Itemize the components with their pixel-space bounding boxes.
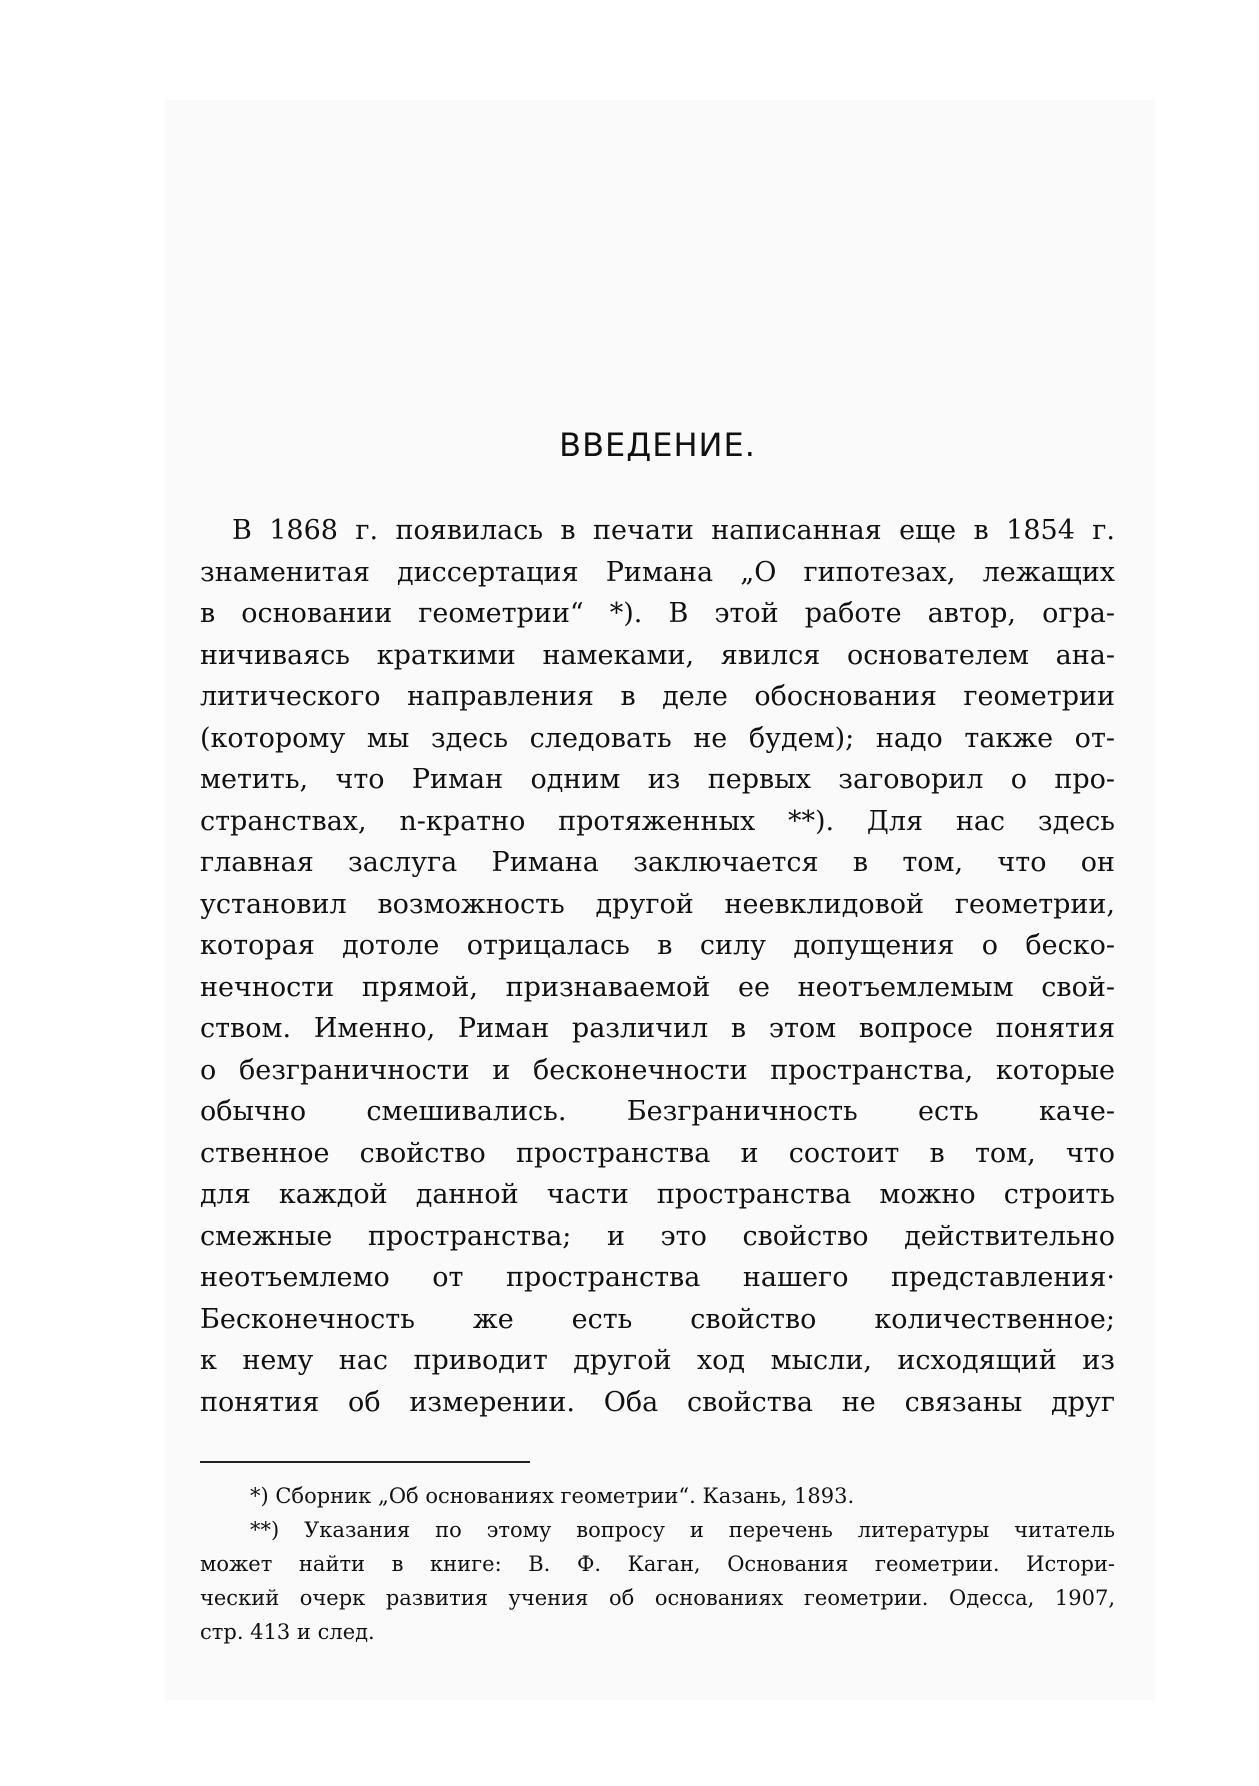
body-line: обычно смешивались. Безграничность есть каче- bbox=[200, 1096, 1115, 1127]
footnote-2-line: ческий очерк развития учения об основаниях геометрии. Одесса, 1907, bbox=[200, 1586, 1115, 1610]
footnote-1: *) Сборник „Об основаниях геометрии“. Казань, 1893. bbox=[250, 1484, 855, 1508]
body-line: установил возможность другой неевклидовой геометрии, bbox=[200, 888, 1115, 920]
body-line: неотъемлемо от пространства нашего представления· bbox=[200, 1262, 1115, 1293]
document-content bbox=[200, 425, 1115, 1649]
body-line: понятия об измерении. Оба свойства не связаны друг bbox=[200, 1386, 1115, 1418]
body-line: В 1868 г. появилась в печати написанная еще в 1854 г. bbox=[232, 515, 1115, 546]
body-line: ничиваясь краткими намеками, явился основателем ана- bbox=[200, 639, 1115, 671]
page-title: ВВЕДЕНИЕ. bbox=[559, 426, 756, 464]
footnote-divider bbox=[200, 1461, 530, 1463]
footnotes bbox=[200, 1479, 1115, 1649]
body-line: (которому мы здесь следовать не будем); надо также от- bbox=[200, 722, 1115, 754]
body-line: главная заслуга Римана заключается в том, что он bbox=[200, 847, 1115, 878]
body-line: для каждой данной части пространства можно строить bbox=[200, 1179, 1115, 1210]
footnote-2-line: стр. 413 и след. bbox=[200, 1620, 375, 1644]
body-line: знаменитая диссертация Римана „О гипотезах, лежащих bbox=[200, 556, 1115, 588]
footnote-2-line: **) Указания по этому вопросу и перечень литературы читатель bbox=[250, 1518, 1115, 1542]
body-line: ственное свойство пространства и состоит в том, что bbox=[200, 1137, 1115, 1169]
body-line: странствах, n-кратно протяженных **). Для нас здесь bbox=[200, 805, 1115, 837]
body-line: ством. Именно, Риман различил в этом вопросе понятия bbox=[200, 1013, 1115, 1044]
footnote-2-line: может найти в книге: В. Ф. Каган, Основания геометрии. Истори- bbox=[200, 1552, 1115, 1576]
body-line: нечности прямой, признаваемой ее неотъемлемым свой- bbox=[200, 971, 1115, 1003]
body-text bbox=[200, 510, 1115, 1423]
body-line: литического направления в деле обоснования геометрии bbox=[200, 681, 1115, 712]
body-line: к нему нас приводит другой ход мысли, исходящий из bbox=[200, 1345, 1115, 1376]
body-line: которая дотоле отрицалась в силу допущения о беско- bbox=[200, 930, 1115, 961]
body-line: смежные пространства; и это свойство действительно bbox=[200, 1220, 1115, 1252]
body-line: метить, что Риман одним из первых заговорил о про- bbox=[200, 764, 1115, 795]
body-line: в основании геометрии“ *). В этой работе автор, огра- bbox=[200, 598, 1115, 629]
body-line: Бесконечность же есть свойство количественное; bbox=[200, 1303, 1115, 1335]
body-line: о безграничности и бесконечности пространства, которые bbox=[200, 1054, 1115, 1086]
